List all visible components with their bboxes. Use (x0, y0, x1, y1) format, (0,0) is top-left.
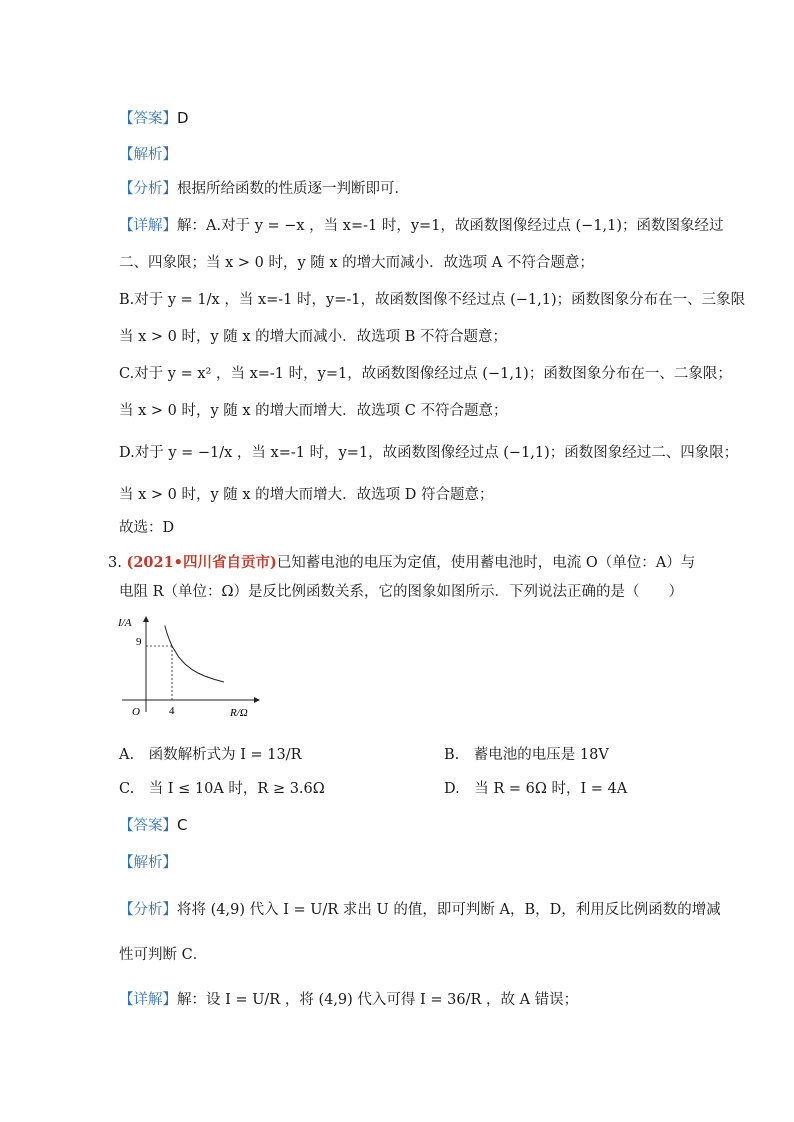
inverse-function-chart (112, 608, 262, 718)
analysis-heading-2: 【解析】 (119, 855, 177, 871)
xiangjie-c-line2: 当 x > 0 时，y 随 x 的增大而增大．故选项 C 不符合题意； (119, 403, 508, 419)
answer-line-1 (119, 108, 189, 129)
question3-line2: 电阻 R（单位：Ω）是反比例函数关系，它的图象如图所示．下列说法正确的是（ ） (119, 584, 684, 600)
option-a: A. 函数解析式为 I = 13/R (119, 747, 302, 763)
fenxi2-line1: 【分析】将将 (4,9) 代入 I = U/R 求出 U 的值，即可判断 A，B，D，利用反比例函数的增减 (119, 902, 721, 918)
answer-tag: 【答案】 (119, 111, 177, 127)
answer-line-2 (119, 815, 187, 836)
x-tick-label: 4 (169, 705, 175, 717)
analysis-heading-1: 【解析】 (119, 147, 177, 163)
x-axis-arrow (254, 697, 260, 703)
option-b: B. 蓄电池的电压是 18V (444, 747, 609, 763)
xiangjie-a-line2: 二、四象限；当 x > 0 时，y 随 x 的增大而减小．故选项 A 不符合题意； (119, 255, 594, 271)
question3-line1: 3. (2021•四川省自贡市)已知蓄电池的电压为定值，使用蓄电池时，电流 O（单位：A）与 (108, 554, 696, 571)
xiangjie-d-line1: D.对于 y = −1/x ，当 x=-1 时，y=1，故函数图像经过点 (−1,1)；函数图象经过二、四象限； (119, 445, 739, 461)
xiangjie-a-line1: 【详解】解：A.对于 y = −x ，当 x=-1 时，y=1，故函数图像经过点 (−1,1)；函数图象经过 (119, 218, 724, 234)
origin-label: O (132, 706, 140, 718)
option-d: D. 当 R = 6Ω 时，I = 4A (444, 781, 628, 797)
inverse-curve (165, 626, 224, 683)
xiangjie-c-line1: C.对于 y = x² ，当 x=-1 时，y=1，故函数图像经过点 (−1,1)；函数图象分布在一、二象限； (119, 366, 732, 382)
xiangjie-b-line1: B.对于 y = 1/x ，当 x=-1 时，y=-1，故函数图像不经过点 (−1,1)；函数图象分布在一、三象限 (119, 292, 746, 308)
fenxi2-line2: 性可判断 C． (119, 947, 208, 963)
y-axis-label: I/A (118, 617, 132, 629)
xiangjie2-line1: 【详解】解：设 I = U/R ，将 (4,9) 代入可得 I = 36/R ，故 A 错误； (119, 992, 579, 1008)
xiangjie-d-line2: 当 x > 0 时，y 随 x 的增大而增大．故选项 D 符合题意； (119, 487, 494, 503)
fenxi-line-1: 【分析】根据所给函数的性质逐一判断即可． (119, 181, 409, 197)
answer-tag: 【答案】 (119, 818, 177, 834)
y-axis-arrow (143, 616, 149, 622)
xiangjie-b-line2: 当 x > 0 时，y 随 x 的增大而减小．故选项 B 不符合题意； (119, 329, 508, 345)
y-tick-label: 9 (136, 636, 142, 648)
question3-source: (2021•四川省自贡市) (126, 554, 277, 571)
conclusion-line: 故选：D (119, 520, 175, 536)
x-axis-label: R/Ω (230, 707, 248, 718)
answer-value: D (177, 109, 189, 127)
option-c: C. 当 I ≤ 10A 时，R ≥ 3.6Ω (119, 781, 325, 797)
answer-value: C (177, 816, 188, 834)
